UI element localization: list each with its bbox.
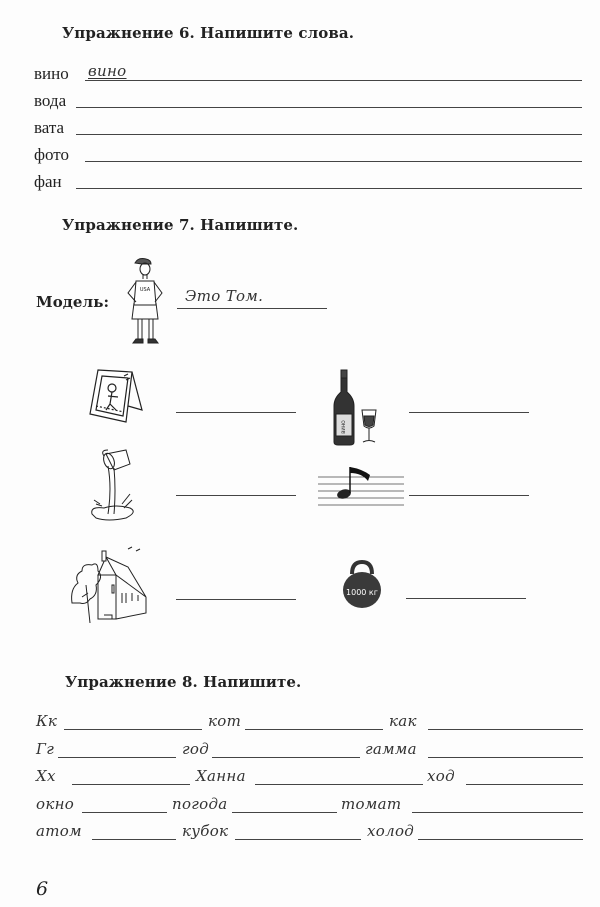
cursive-word: погода	[172, 795, 228, 813]
answer-line[interactable]	[406, 598, 526, 599]
cursive-word: год	[182, 740, 210, 758]
cursive-word: кубок	[182, 822, 229, 840]
exercise-6-title: Упражнение 6. Напишите слова.	[62, 24, 355, 42]
cursive-word: окно	[36, 795, 75, 813]
answer-line[interactable]	[85, 80, 582, 81]
answer-text: вино	[88, 62, 127, 80]
exercise-7-title: Упражнение 7. Напишите.	[62, 216, 299, 234]
answer-line[interactable]	[428, 757, 583, 758]
answer-line[interactable]	[85, 161, 582, 162]
answer-line[interactable]	[176, 599, 296, 600]
answer-line[interactable]	[235, 839, 361, 840]
cursive-word: атом	[36, 822, 82, 840]
answer-line[interactable]	[58, 757, 176, 758]
model-label: Модель:	[36, 293, 110, 311]
answer-line[interactable]	[245, 729, 383, 730]
answer-line[interactable]	[255, 784, 423, 785]
pouring-bucket-water-icon	[86, 448, 144, 524]
answer-line[interactable]	[418, 839, 583, 840]
answer-line[interactable]	[428, 729, 583, 730]
shirt-text: USA	[139, 287, 151, 293]
model-answer: Это Том.	[185, 287, 264, 305]
cursive-word: Кк	[36, 712, 58, 730]
answer-line[interactable]	[64, 729, 202, 730]
word-label: фото	[34, 145, 69, 164]
word-label: вино	[34, 64, 69, 83]
house-with-tree-icon	[68, 545, 152, 623]
answer-line[interactable]	[82, 812, 167, 813]
word-label: вода	[34, 91, 67, 110]
word-label: вата	[34, 118, 65, 137]
answer-line[interactable]	[409, 412, 529, 413]
answer-line[interactable]	[72, 784, 190, 785]
model-answer-line	[177, 308, 327, 309]
answer-line[interactable]	[76, 134, 582, 135]
exercise-8-title: Упражнение 8. Напишите.	[65, 673, 302, 691]
cursive-word: холод	[367, 822, 415, 840]
wine-bottle-and-glass-icon	[332, 370, 384, 446]
answer-line[interactable]	[92, 839, 176, 840]
cursive-word: Гг	[36, 740, 55, 758]
cursive-word: томат	[341, 795, 402, 813]
page-number: 6	[36, 878, 49, 900]
answer-line[interactable]	[76, 107, 582, 108]
cursive-word: Ханна	[196, 767, 246, 785]
weight-label: 1000 кг	[346, 588, 378, 597]
cursive-word: как	[389, 712, 417, 730]
answer-line[interactable]	[232, 812, 337, 813]
painting-on-easel-icon	[88, 366, 143, 426]
boy-figure-icon	[122, 255, 170, 350]
answer-line[interactable]	[76, 188, 582, 189]
answer-line[interactable]	[176, 412, 296, 413]
cursive-word: ход	[427, 767, 455, 785]
cursive-word: кот	[208, 712, 242, 730]
answer-line[interactable]	[176, 495, 296, 496]
bottle-label: ВИНО	[342, 420, 347, 434]
answer-line[interactable]	[409, 495, 529, 496]
word-label: фан	[34, 172, 62, 191]
answer-line[interactable]	[466, 784, 583, 785]
cursive-word: Хх	[36, 767, 56, 785]
answer-line[interactable]	[212, 757, 360, 758]
kettlebell-weight-icon	[340, 560, 384, 610]
answer-line[interactable]	[412, 812, 583, 813]
cursive-word: гамма	[365, 740, 417, 758]
music-note-icon	[318, 465, 406, 510]
